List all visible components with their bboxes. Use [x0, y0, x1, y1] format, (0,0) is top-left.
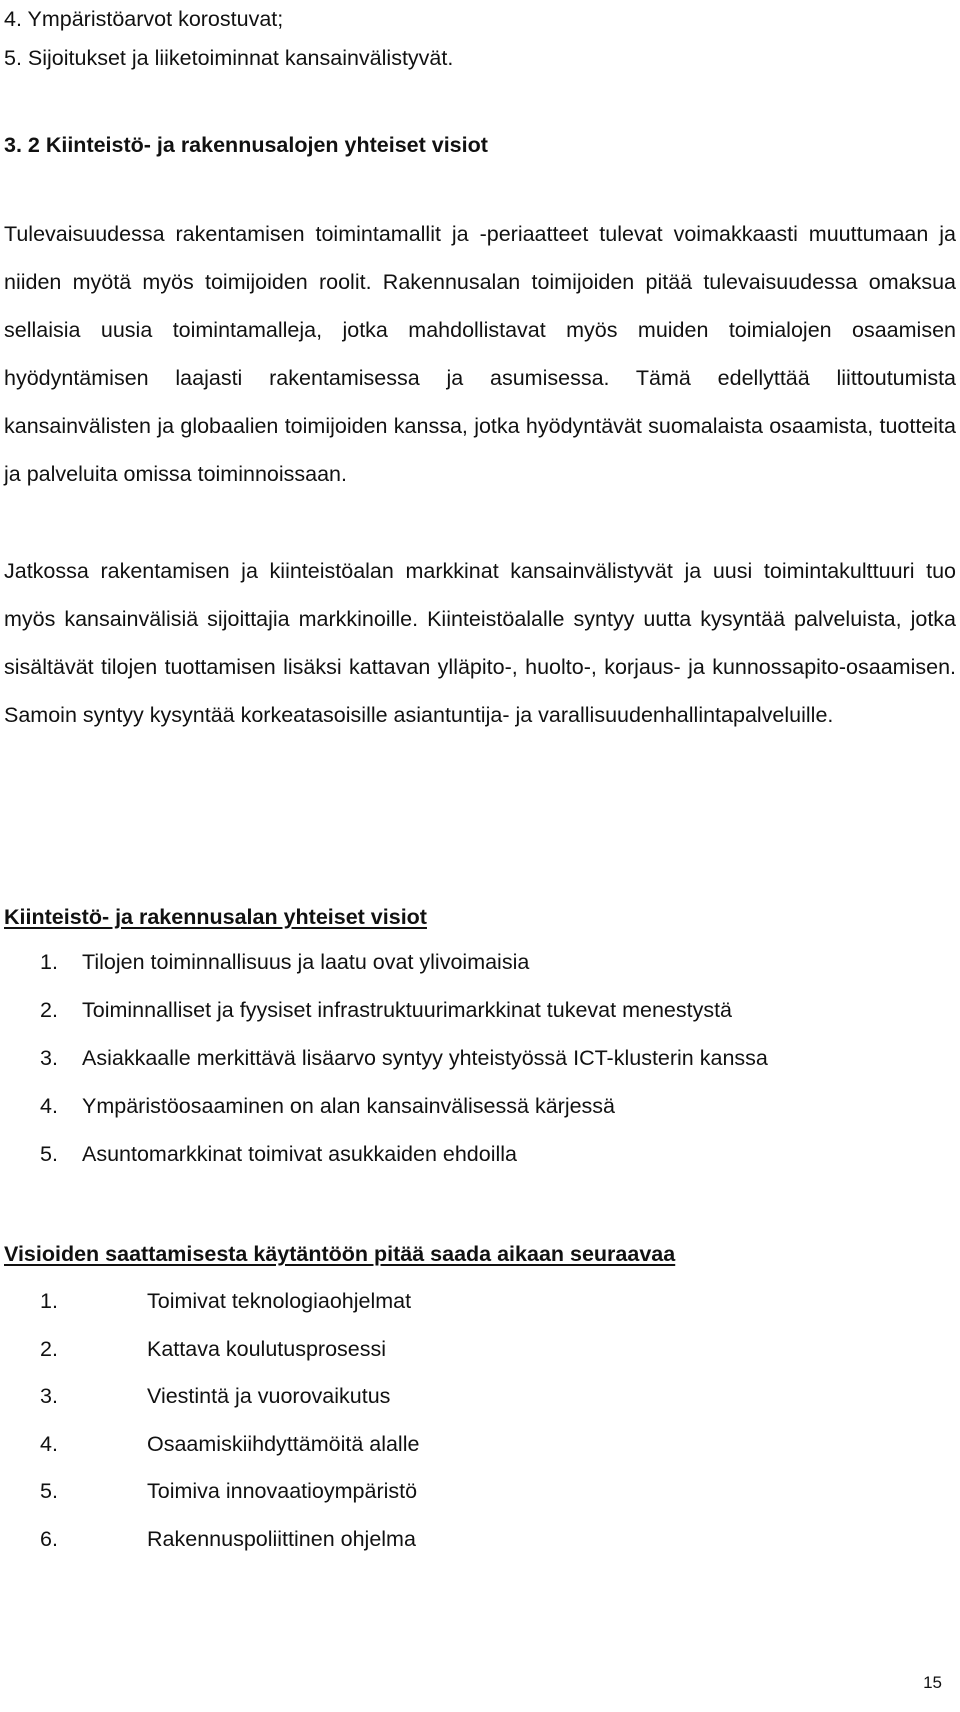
paragraph: Jatkossa rakentamisen ja kiinteistöalan markkinat kansainvälistyvät ja uusi toimintakulttuuri tuo myös kansainvälisiä sijoittajia markkinoille. Kiinteistöalalle syntyy uutta kysyntää palveluista, jotka sisältävät tilojen tuottamisen lisäksi kattavan ylläpito-, huolto-, korjaus- ja kunnossapito-osaamisen. Samoin syntyy kysyntää korkeatasoisille asiantuntija- ja varallisuudenhallintapalveluille. [4, 559, 956, 727]
list-item-text: Toimiva innovaatioympäristö [147, 1479, 418, 1504]
list-item-number: 1. [40, 950, 58, 974]
list-item-number: 4. [40, 1094, 58, 1118]
list-item-text: Ympäristöosaaminen on alan kansainvälisessä kärjessä [82, 1094, 616, 1118]
list-item-text: Asiakkaalle merkittävä lisäarvo syntyy yhteistyössä ICT-klusterin kanssa [82, 1046, 768, 1070]
list-item-number: 3. [40, 1046, 58, 1070]
list-item-text: Osaamiskiihdyttämöitä alalle [147, 1431, 420, 1456]
list-item-text: Kattava koulutusprosessi [147, 1336, 387, 1361]
page-number: 15 [923, 1673, 942, 1692]
list-item-number: 4. [40, 1431, 58, 1456]
intro-item: 4. Ympäristöarvot korostuvat; [4, 7, 284, 31]
list-item-text: Toimivat teknologiaohjelmat [147, 1289, 412, 1313]
list-item-number: 6. [40, 1526, 58, 1551]
paragraph: Tulevaisuudessa rakentamisen toimintamallit ja -periaatteet tulevat voimakkaasti muuttumaan ja niiden myötä myös toimijoiden roolit. Rakennusalan toimijoiden pitää tulevaisuudessa omaksua sellaisia uusia toimintamalleja, jotka mahdollistavat myös muiden toimialojen osaamisen hyödyntämisen laajasti rakentamisessa ja asumisessa. Tämä edellyttää liittoutumista kansainvälisten ja globaalien toimijoiden kanssa, jotka hyödyntävät suomalaista osaamista, tuotteita ja palveluita omissa toiminnoissaan. [4, 222, 956, 486]
list-item-number: 3. [40, 1384, 58, 1409]
section-heading: 3. 2 Kiinteistö- ja rakennusalojen yhteiset visiot [4, 133, 488, 157]
list-item-text: Rakennuspoliittinen ohjelma [147, 1526, 416, 1551]
visions-heading: Kiinteistö- ja rakennusalan yhteiset visiot [4, 905, 427, 929]
actions-heading: Visioiden saattamisesta käytäntöön pitää saada aikaan seuraavaa [4, 1242, 676, 1266]
list-item-number: 5. [40, 1142, 58, 1166]
list-item-number: 2. [40, 1336, 58, 1361]
list-item-text: Viestintä ja vuorovaikutus [147, 1384, 391, 1409]
intro-item: 5. Sijoitukset ja liiketoiminnat kansainvälistyvät. [4, 46, 454, 70]
list-item-number: 1. [40, 1289, 58, 1313]
list-item-text: Toiminnalliset ja fyysiset infrastruktuurimarkkinat tukevat menestystä [82, 998, 733, 1022]
list-item-text: Asuntomarkkinat toimivat asukkaiden ehdoilla [82, 1142, 518, 1166]
list-item-text: Tilojen toiminnallisuus ja laatu ovat ylivoimaisia [82, 950, 530, 974]
list-item-number: 2. [40, 998, 58, 1022]
list-item-number: 5. [40, 1479, 58, 1504]
